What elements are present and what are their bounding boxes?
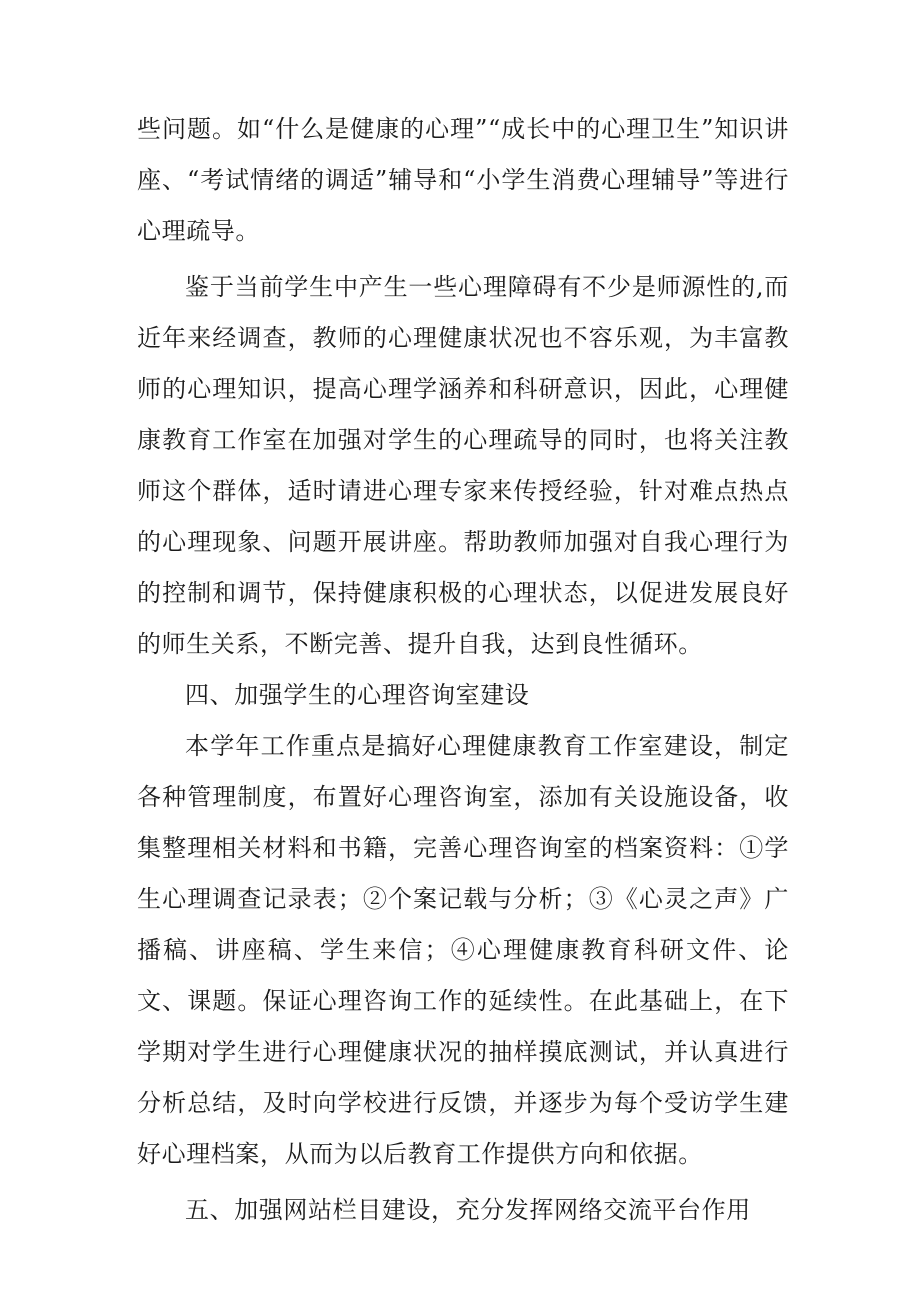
paragraph-counseling-room: 本学年工作重点是搞好心理健康教育工作室建设，制定各种管理制度，布置好心理咨询室，添加有关设施设备，收集整理相关材料和书籍，完善心理咨询室的档案资料：①学生心理调查记录表；②个案记载与分析；③《心灵之声》广播稿、讲座稿、学生来信；④心理健康教育科研文件、论文、课题。保证心理咨询工作的延续性。在此基础上，在下学期对学生进行心理健康状况的抽样摸底测试，并认真进行分析总结，及时向学校进行反馈，并逐步为每个受访学生建好心理档案，从而为以后教育工作提供方向和依据。: [137, 732, 789, 1168]
paragraph-continuation: 些问题。如“什么是健康的心理”“成长中的心理卫生”知识讲座、“考试情绪的调适”辅导和“小学生消费心理辅导”等进行心理疏导。: [137, 115, 789, 245]
document-body: [137, 104, 789, 1236]
paragraph-teacher-psychology: 鉴于当前学生中产生一些心理障碍有不少是师源性的,而近年来经调查，教师的心理健康状况也不容乐观，为丰富教师的心理知识，提高心理学涵养和科研意识，因此，心理健康教育工作室在加强对学生的心理疏导的同时，也将关注教师这个群体，适时请进心理专家来传授经验，针对难点热点的心理现象、问题开展讲座。帮助教师加强对自我心理行为的控制和调节，保持健康积极的心理状态，以促进发展良好的师生关系，不断完善、提升自我，达到良性循环。: [137, 273, 789, 658]
section-heading-counseling-room: 四、加强学生的心理咨询室建设: [185, 681, 530, 709]
section-heading-website: 五、加强网站栏目建设，充分发挥网络交流平台作用: [185, 1196, 751, 1224]
